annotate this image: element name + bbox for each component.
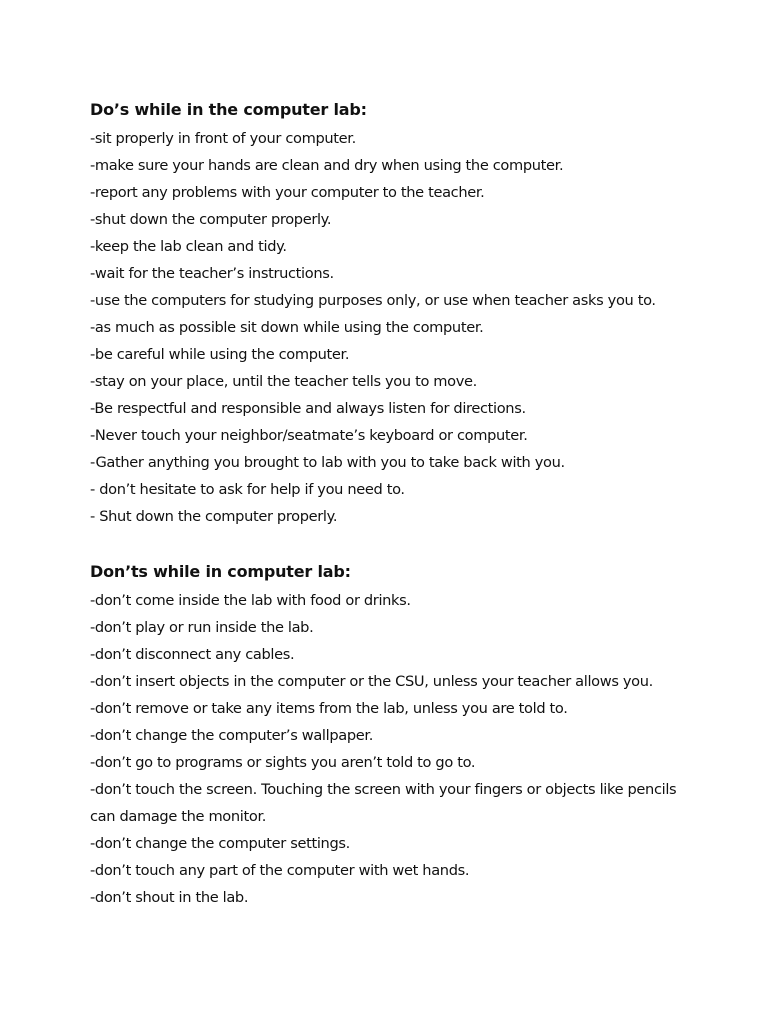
donts-list	[90, 587, 710, 911]
dos-list-item: -be careful while using the computer.	[90, 346, 350, 363]
dos-list-item: -keep the lab clean and tidy.	[90, 238, 287, 255]
dos-list-item: -shut down the computer properly.	[90, 211, 332, 228]
dos-list-item: -stay on your place, until the teacher tells you to move.	[90, 373, 477, 390]
dos-list-item: -Be respectful and responsible and always listen for directions.	[90, 400, 526, 417]
donts-heading: Don’ts while in computer lab:	[90, 562, 351, 581]
dos-heading: Do’s while in the computer lab:	[90, 100, 367, 119]
dos-list-item: - don’t hesitate to ask for help if you need to.	[90, 481, 405, 498]
dos-list-item: -use the computers for studying purposes only, or use when teacher asks you to.	[90, 292, 656, 309]
donts-list-item: -don’t play or run inside the lab.	[90, 619, 314, 636]
donts-list-item: -don’t disconnect any cables.	[90, 646, 295, 663]
donts-list-item: -don’t change the computer’s wallpaper.	[90, 727, 373, 744]
donts-list-item: -don’t insert objects in the computer or the CSU, unless your teacher allows you.	[90, 673, 653, 690]
donts-list-item: -don’t touch any part of the computer with wet hands.	[90, 862, 470, 879]
donts-list-item: -don’t go to programs or sights you aren’t told to go to.	[90, 754, 476, 771]
dos-list-item: - Shut down the computer properly.	[90, 508, 338, 525]
donts-list-item: -don’t shout in the lab.	[90, 889, 249, 906]
dos-list-item: -as much as possible sit down while using the computer.	[90, 319, 484, 336]
donts-list-item: -don’t change the computer settings.	[90, 835, 350, 852]
donts-list-item: -don’t touch the screen. Touching the screen with your fingers or objects like pencils can damage the monitor.	[90, 781, 677, 825]
donts-list-item: -don’t remove or take any items from the lab, unless you are told to.	[90, 700, 568, 717]
dos-list	[90, 125, 710, 530]
dos-list-item: -make sure your hands are clean and dry when using the computer.	[90, 157, 564, 174]
dos-list-item: -report any problems with your computer to the teacher.	[90, 184, 485, 201]
section-spacer	[90, 530, 710, 559]
donts-list-item: -don’t come inside the lab with food or drinks.	[90, 592, 411, 609]
document-page	[90, 97, 710, 911]
dos-list-item: -wait for the teacher’s instructions.	[90, 265, 334, 282]
dos-list-item: -sit properly in front of your computer.	[90, 130, 356, 147]
dos-list-item: -Never touch your neighbor/seatmate’s keyboard or computer.	[90, 427, 528, 444]
dos-list-item: -Gather anything you brought to lab with you to take back with you.	[90, 454, 565, 471]
